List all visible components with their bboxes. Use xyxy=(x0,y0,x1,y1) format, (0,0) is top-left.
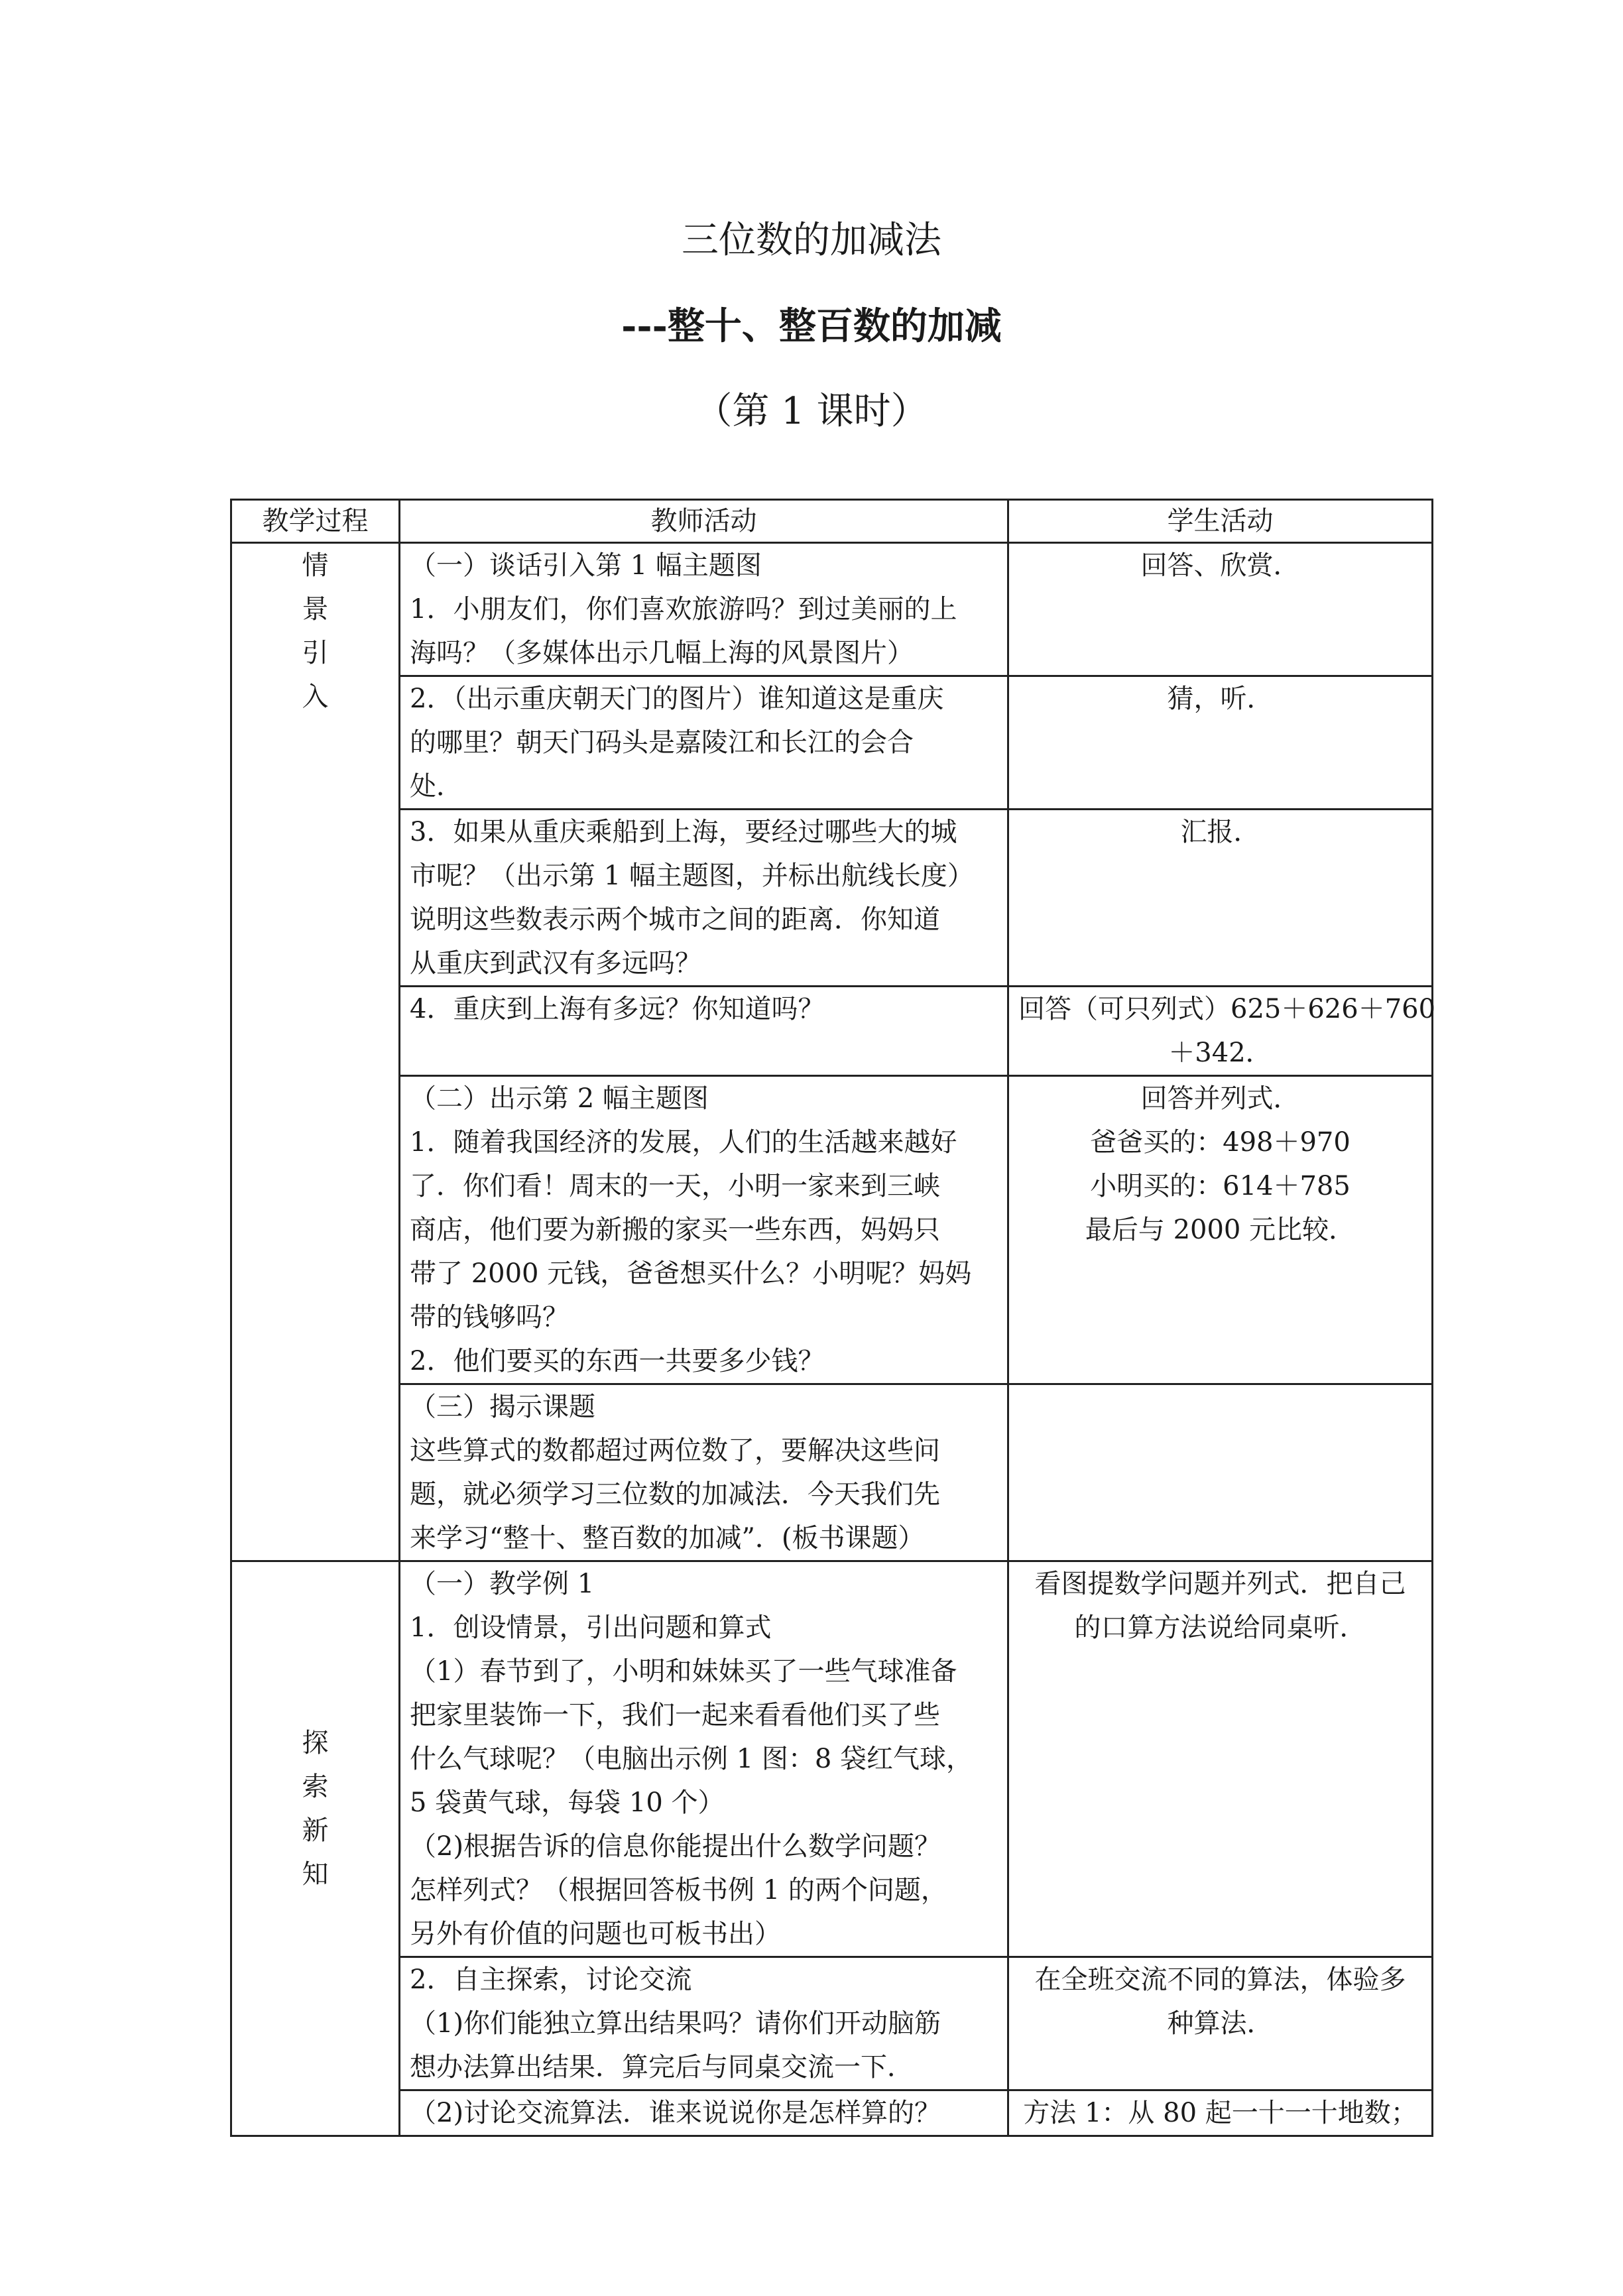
teacher-line: 想办法算出结果．算完后与同桌交流一下． xyxy=(410,2052,914,2083)
teacher-line: （1)你们能独立算出结果吗？请你们开动脑筋 xyxy=(410,2008,941,2039)
table-row xyxy=(231,543,1433,676)
teacher-line: 这些算式的数都超过两位数了，要解决这些问 xyxy=(410,1435,940,1466)
teacher-line: （三）揭示课题 xyxy=(410,1392,595,1422)
stage-char: 引 xyxy=(302,638,329,668)
header-student: 学生活动 xyxy=(1008,500,1433,543)
teacher-line: 的哪里？朝天门码头是嘉陵江和长江的会合 xyxy=(410,727,914,758)
stage-char: 入 xyxy=(302,682,329,712)
teacher-cell xyxy=(400,543,1008,676)
teacher-line: （2)根据告诉的信息你能提出什么数学问题？ xyxy=(410,1831,941,1862)
table-header-row xyxy=(231,500,1433,543)
student-line: 在全班交流不同的算法，体验多 xyxy=(1034,1964,1406,1995)
student-cell xyxy=(1008,810,1433,987)
teacher-line: 2．自主探索，讨论交流 xyxy=(410,1964,692,1995)
student-line: 的口算方法说给同桌听． xyxy=(1074,1612,1366,1643)
stage-char: 知 xyxy=(302,1859,329,1890)
header-teacher: 教师活动 xyxy=(400,500,1008,543)
teacher-line: 来学习“整十、整百数的加减”．(板书课题） xyxy=(410,1523,925,1553)
teacher-line: 海吗？（多媒体出示几幅上海的风景图片） xyxy=(410,638,914,668)
student-line: 回答并列式． xyxy=(1140,1083,1300,1114)
teacher-line: 1．创设情景，引出问题和算式 xyxy=(410,1612,772,1643)
teacher-line: 把家里装饰一下，我们一起来看看他们买了些 xyxy=(410,1700,940,1730)
student-line: 爸爸买的：498＋970 xyxy=(1090,1127,1351,1158)
teacher-cell xyxy=(400,810,1008,987)
lesson-label: （第 1 课时） xyxy=(695,390,928,433)
table-row xyxy=(231,810,1433,987)
teacher-line: 了．你们看！周末的一天，小明一家来到三峡 xyxy=(410,1171,940,1201)
student-line: 看图提数学问题并列式．把自己 xyxy=(1034,1569,1406,1599)
document-title: 三位数的加减法 xyxy=(682,219,941,262)
table-row xyxy=(231,987,1433,1076)
student-line: ＋342． xyxy=(1168,1038,1272,1068)
student-line: 种算法． xyxy=(1167,2008,1274,2039)
teacher-cell xyxy=(400,2090,1008,2136)
student-line: 最后与 2000 元比较． xyxy=(1085,1215,1356,1245)
stage-char: 景 xyxy=(302,594,329,625)
teacher-cell xyxy=(400,1384,1008,1561)
student-line: 猜，听． xyxy=(1167,684,1274,714)
teacher-line: 4．重庆到上海有多远？你知道吗？ xyxy=(410,994,825,1024)
student-cell xyxy=(1008,2090,1433,2136)
teacher-line: 3．如果从重庆乘船到上海，要经过哪些大的城 xyxy=(410,817,957,847)
teacher-line: （二）出示第 2 幅主题图 xyxy=(410,1083,709,1114)
teacher-line: （2)讨论交流算法．谁来说说你是怎样算的？ xyxy=(410,2098,941,2128)
table-row xyxy=(231,2090,1433,2136)
teacher-line: 怎样列式？（根据回答板书例 1 的两个问题， xyxy=(410,1875,947,1905)
teacher-line: 从重庆到武汉有多远吗？ xyxy=(410,948,701,979)
teacher-line: 另外有价值的问题也可板书出） xyxy=(410,1919,781,1949)
stage-label-explore xyxy=(231,1561,400,2136)
document-subtitle: ---整十、整百数的加减 xyxy=(621,304,1002,348)
teacher-cell xyxy=(400,1957,1008,2090)
teacher-line: 2．（出示重庆朝天门的图片）谁知道这是重庆 xyxy=(410,684,944,714)
stage-char: 情 xyxy=(302,550,329,581)
table-row xyxy=(231,1076,1433,1384)
table-row xyxy=(231,1957,1433,2090)
header-process: 教学过程 xyxy=(231,500,400,543)
teacher-line: 说明这些数表示两个城市之间的距离．你知道 xyxy=(410,904,940,935)
teacher-cell xyxy=(400,676,1008,810)
teacher-line: （一）教学例 1 xyxy=(410,1569,595,1599)
teacher-line: 带了 2000 元钱，爸爸想买什么？小明呢？妈妈 xyxy=(410,1258,972,1289)
table-row xyxy=(231,1561,1433,1957)
teacher-line: 题，就必须学习三位数的加减法．今天我们先 xyxy=(410,1479,940,1510)
teacher-line: 市呢？（出示第 1 幅主题图，并标出航线长度） xyxy=(410,861,974,891)
table-row xyxy=(231,676,1433,810)
lesson-table xyxy=(230,499,1436,2137)
teacher-cell xyxy=(400,987,1008,1076)
student-cell xyxy=(1008,1076,1433,1384)
student-cell xyxy=(1008,1561,1433,1957)
teacher-line: 2．他们要买的东西一共要多少钱？ xyxy=(410,1346,825,1376)
student-cell xyxy=(1008,1957,1433,2090)
teacher-line: 5 袋黄气球，每袋 10 个） xyxy=(410,1787,725,1818)
student-line: 汇报． xyxy=(1180,817,1260,847)
teacher-line: 1．小朋友们，你们喜欢旅游吗？到过美丽的上 xyxy=(410,594,957,625)
teacher-line: 商店，他们要为新搬的家买一些东西，妈妈只 xyxy=(410,1215,940,1245)
stage-char: 新 xyxy=(302,1815,329,1846)
student-line: 回答、欣赏． xyxy=(1140,550,1300,581)
teacher-line: （一）谈话引入第 1 幅主题图 xyxy=(410,550,762,581)
teacher-line: 处． xyxy=(410,771,463,802)
teacher-cell xyxy=(400,1561,1008,1957)
student-cell-empty xyxy=(1008,1384,1433,1561)
stage-char: 索 xyxy=(302,1772,329,1802)
stage-char: 探 xyxy=(302,1728,329,1758)
teacher-line: 1．随着我国经济的发展，人们的生活越来越好 xyxy=(410,1127,957,1158)
student-cell xyxy=(1008,543,1433,676)
table-row xyxy=(231,1384,1433,1561)
student-cell xyxy=(1008,676,1433,810)
student-line: 方法 1：从 80 起一十一十地数； xyxy=(1023,2098,1417,2128)
student-line: 小明买的：614＋785 xyxy=(1090,1171,1351,1201)
teacher-line: 什么气球呢？（电脑出示例 1 图：8 袋红气球， xyxy=(410,1744,973,1774)
student-cell xyxy=(1008,987,1436,1076)
teacher-line: （1）春节到了，小明和妹妹买了一些气球准备 xyxy=(410,1656,957,1687)
student-line: 回答（可只列式）625＋626＋760 xyxy=(1018,994,1436,1024)
stage-label-intro xyxy=(231,543,400,1561)
teacher-line: 带的钱够吗？ xyxy=(410,1302,569,1333)
teacher-cell xyxy=(400,1076,1008,1384)
